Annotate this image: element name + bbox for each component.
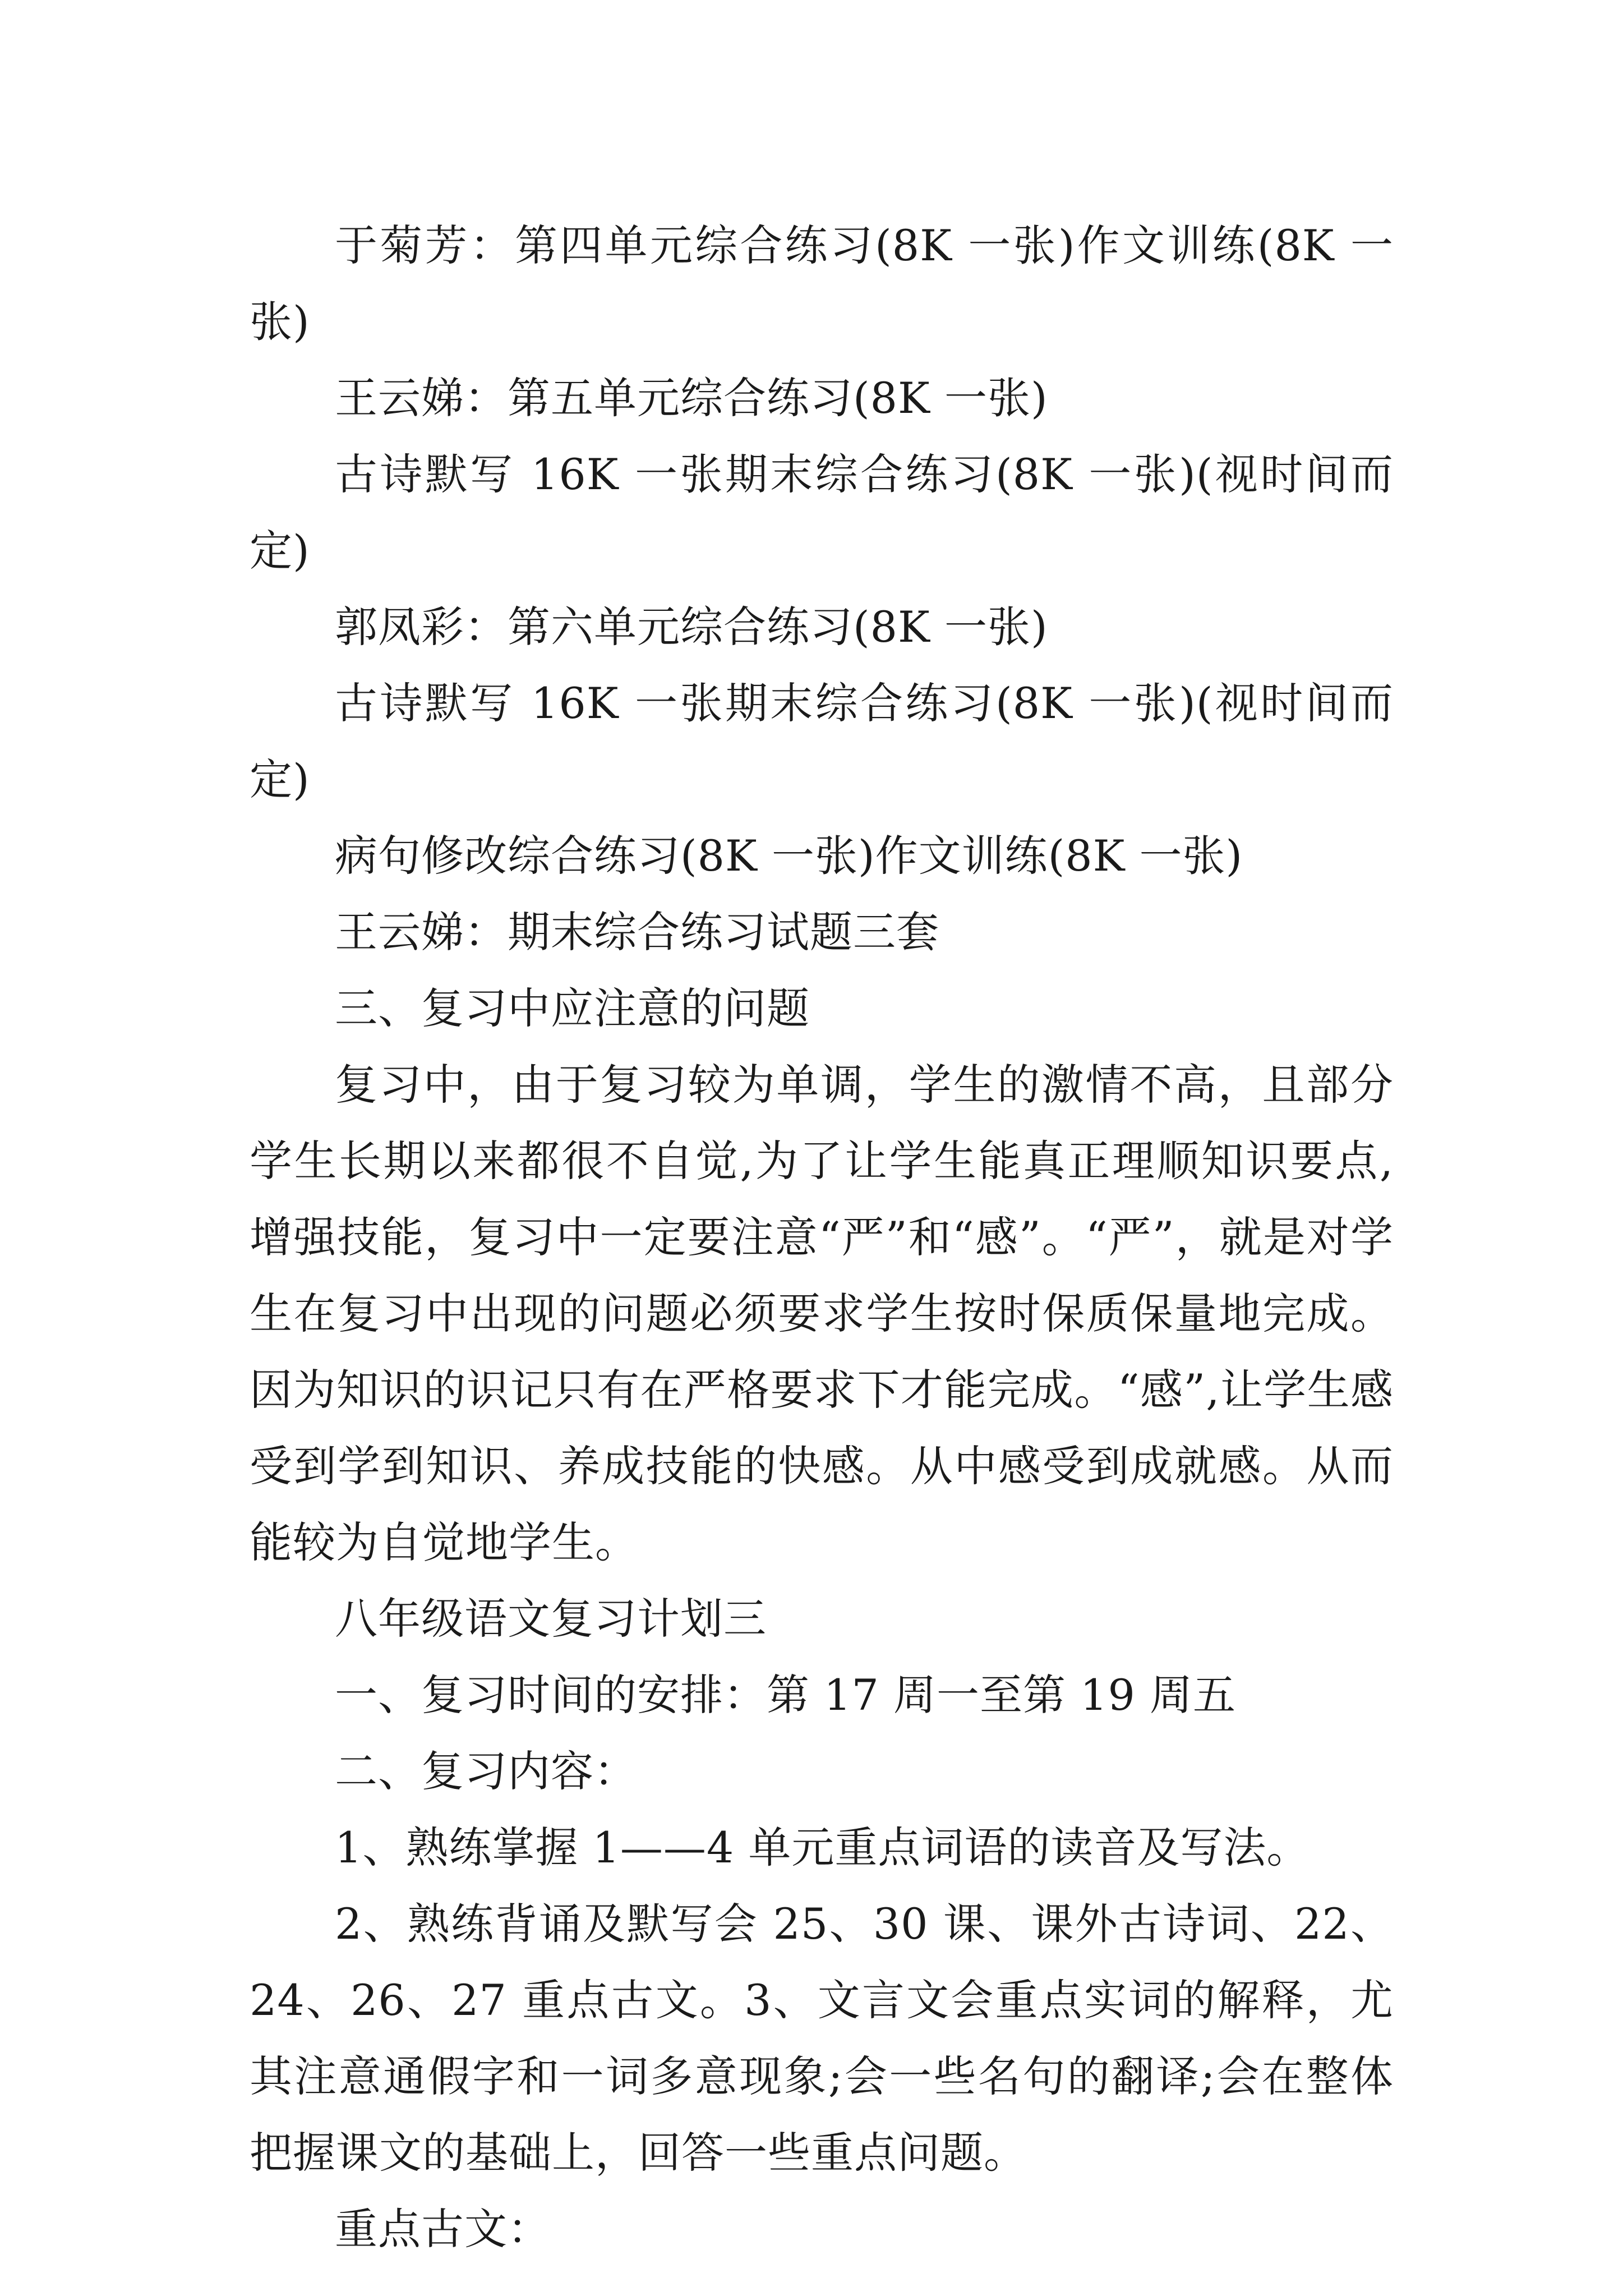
section-heading-key-classics: 重点古文： [335,2204,551,2254]
section-heading-review-issues: 三、复习中应注意的问题 [335,983,810,1033]
paragraph-review-notes: 复习中，由于复习较为单调，学生的激情不高，且部分学生长期以来都很不自觉,为了让学生能真正理顺知识要点,增强技能，复习中一定要注意“严”和“感”。“严”，就是对学生在复习中出现的问题必须要求学生按时保质保量地完成。因为知识的识记只有在严格要求下才能完成。“感”,让学生感受到学到知识、养成技能的快感。从中感受到成就感。从而能较为自觉地学生。 [250,1060,1394,1567]
document-body [250,208,1394,2267]
list-item-vocabulary: 1、熟练掌握 1——4 单元重点词语的读音及写法。 [335,1823,1310,1872]
paragraph-poetry-dictation-1: 古诗默写 16K 一张期末综合练习(8K 一张)(视时间而定) [250,449,1394,576]
section-heading-schedule: 一、复习时间的安排：第 17 周一至第 19 周五 [335,1670,1237,1720]
document-subtitle-plan-three: 八年级语文复习计划三 [335,1594,767,1644]
paragraph-sentence-correction: 病句修改综合练习(8K 一张)作文训练(8K 一张) [335,831,1243,881]
list-item-recitation: 2、熟练背诵及默写会 25、30 课、课外古诗词、22、24、26、27 重点古文。3、文言文会重点实词的解释，尤其注意通假字和一词多意现象;会一些名句的翻译;会在整体把握课文的基础上，回答一些重点问题。 [250,1899,1394,2178]
paragraph-guo-fengcai: 郭凤彩：第六单元综合练习(8K 一张) [335,602,1048,652]
section-heading-content: 二、复习内容： [335,1746,637,1796]
paragraph-wang-yunti-final: 王云娣：期末综合练习试题三套 [335,907,939,957]
paragraph-poetry-dictation-2: 古诗默写 16K 一张期末综合练习(8K 一张)(视时间而定) [250,678,1394,804]
paragraph-yu-jufang: 于菊芳：第四单元综合练习(8K 一张)作文训练(8K 一张) [250,220,1394,347]
paragraph-wang-yunti-unit5: 王云娣：第五单元综合练习(8K 一张) [335,373,1048,423]
